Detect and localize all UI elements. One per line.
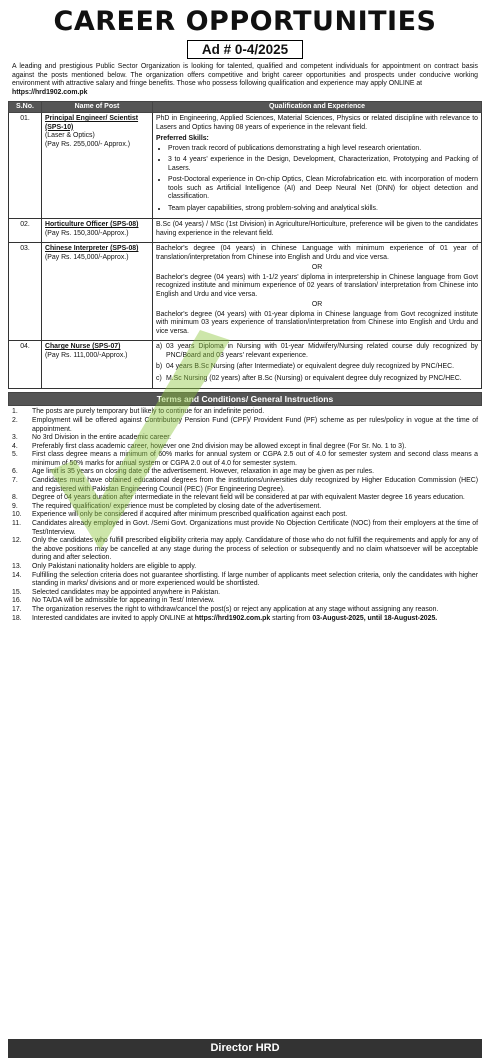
qualification-text: B.Sc (04 years) / MSc (1st Division) in Agriculture/Horticulture, preference will be given to the candidates having experience in the relevant field. [156,221,478,237]
term-text: Selected candidates may be appointed anywhere in Pakistan. [32,588,221,596]
term-number: 11. [12,520,22,528]
term-text: Preferably first class academic career, however one 2nd division may be allowed except in final degree (For Sr. No. 1 to 3). [32,442,407,450]
list-item: • Team player capabilities, strong problem-solving and analytical skills. [168,205,478,214]
post-title: Horticulture Officer (SPS-08) [45,221,139,229]
term-text: The required qualification/ experience must be completed by closing date of the advertisement. [32,502,322,510]
terms-list [12,408,478,623]
term-number: 7. [12,477,18,485]
term-number: 15. [12,588,22,596]
row-sno: 04. [9,341,42,389]
post-title: Charge Nurse (SPS-07) [45,343,121,351]
skills-list [156,145,478,214]
list-item [12,443,478,452]
skills-heading: Preferred Skills: [156,135,209,143]
term-number: 4. [12,442,18,450]
list-item [12,408,478,417]
row-post [42,219,153,243]
term-number: 5. [12,451,18,459]
term-text: Candidates already employed in Govt. /Semi Govt. Organizations must provide No Objection Certificate (NOC) from their employers at the time of Test/Interview. [32,520,478,536]
term-text: Only the candidates who fulfill prescribed eligibility criteria may apply. Candidature of those who do not fulfill the requirements and apply for any of the above positions may be cancelled at any stage during the process of selection or subsequently and no claim whatsoever will be acceptable during and after selection. [32,537,478,562]
list-item [12,572,478,589]
post-title: Principal Engineer/ Scientist (SPS-10) [45,115,139,131]
term-number: 10. [12,511,22,519]
apply-dates: 03-August-2025, until 18-August-2025. [312,614,438,622]
table-row [9,219,482,243]
list-item: • Post-Doctoral experience in On-chip Optics, Clean Microfabrication etc. with incorporation of modern tools such as Artificial Intelligence (AI) and Deep Neural Net (DNN) for object detection and classification. [168,176,478,202]
term-text: Experience will only be considered if acquired after minimum prescribed qualification against each post. [32,511,348,519]
list-item: • Proven track record of publications demonstrating a high level research orientation. [168,145,478,154]
intro-paragraph [12,63,478,98]
list-item: • 3 to 4 years' experience in the Design, Development, Characterization, Prototyping and Packing of Lasers. [168,156,478,173]
post-pay: (Pay Rs. 145,000/-Approx.) [45,253,129,261]
row-post [42,243,153,341]
list-item [12,563,478,572]
list-item [12,434,478,443]
list-item [12,494,478,503]
option-label: c) [156,374,162,382]
term-text: First class degree means a minimum of 60% marks for annual system or CGPA 2.5 out of 4.0 for semester system and second class means a minimum of 50% marks for annual system or CGPA 2.0 out of 4.0 for semester system. [32,451,478,467]
term-number: 18. [12,614,22,622]
option-text: 03 years Diploma in Nursing with 01-year Midwifery/Nursing related course duly recognized by PNC/Board and 03 years' relevant experience. [166,343,478,359]
term-text: Fulfilling the selection criteria does not guarantee shortlisting. If large number of applicants meet selection criteria, only the candidates with higher standing in marks/ divisions and or more experienced would be shortlisted. [32,571,478,588]
term-number: 6. [12,468,18,476]
page-title: CAREER OPPORTUNITIES [53,6,437,37]
row-post [42,341,153,389]
term-number: 14. [12,571,22,579]
list-item [12,589,478,598]
table-header-row [9,101,482,113]
qualification-text: PhD in Engineering, Applied Sciences, Material Sciences, Physics or related discipline with relevance to Lasers and Optics having 08 years of experience in the relevant field. [156,115,478,131]
term-number: 13. [12,563,22,570]
term-number: 2. [12,416,18,424]
list-item [12,520,478,537]
term-number: 9. [12,502,18,510]
list-item [12,477,478,494]
intro-text: A leading and prestigious Public Sector Organization is looking for talented, qualified and competent individuals for appointment on contract basis against the posts mentioned below. The organization offers competitive and bright career opportunities and prospects under conducive working environment with attractive salary and fringe benefits. Those who possess following qualification and experience may apply ONLINE at [12,63,478,88]
terms-heading: Terms and Conditions/ General Instructions [8,392,482,406]
term-text: The organization reserves the right to withdraw/cancel the post(s) or reject any application at any stage without assigning any reason. [32,605,439,613]
term-text: Employment will be offered against Contributory Pension Fund (CPF)/ Provident Fund (PF) scheme as per rules/policy in vogue at the time of appointment. [32,416,478,433]
term-number: 1. [12,408,18,416]
post-subtitle: (Laser & Optics) [45,132,95,140]
posts-table [8,101,482,390]
or-separator: OR [311,264,323,272]
post-pay: (Pay Rs. 255,000/- Approx.) [45,140,131,148]
list-item [12,597,478,606]
option-label: b) [156,363,163,371]
row-qualification [153,219,482,243]
list-item [12,503,478,512]
term-text: Only Pakistani nationality holders are eligible to apply. [32,563,197,570]
apply-url-link[interactable]: https://hrd1902.com.pk [12,89,88,97]
list-item [12,511,478,520]
term-text: Candidates must have obtained educational degrees from the institutions/universities duly recognized by Higher Education Commission (HEC) and registered with Pakistan Engineering Council (PEC) (For Engineering Degree). [32,477,478,493]
term-text: The posts are purely temporary but likely to continue for an indefinite period. [32,408,265,416]
qualification-option [156,363,478,372]
or-separator: OR [311,301,323,309]
ad-number-badge: Ad # 0-4/2025 [187,40,303,59]
list-item [12,417,478,434]
term-number: 16. [12,597,22,605]
post-pay: (Pay Rs. 150,300/-Approx.) [45,229,129,237]
row-qualification [153,113,482,219]
qualification-option [156,375,478,384]
row-qualification [153,243,482,341]
post-title: Chinese Interpreter (SPS-08) [45,245,139,253]
table-row [9,341,482,389]
row-sno: 03. [9,243,42,341]
term-text-part: starting from [272,614,311,622]
term-text: No TA/DA will be admissible for appearing in Test/ Interview. [32,597,215,605]
term-number: 17. [12,605,22,613]
list-item [12,615,478,624]
qualification-option: Bachelor's degree (04 years) in Chinese Language with minimum experience of 01 year of translation/interpretation from Chinese into English and Urdu and vice versa. [156,245,478,261]
list-item [12,468,478,477]
term-text: Age limit is 35 years on closing date of the advertisement. However, relaxation in age may be given as per rules. [32,468,375,476]
term-number: 8. [12,494,18,502]
table-row [9,243,482,341]
option-text: M.Sc Nursing (02 years) after B.Sc (Nursing) or equivalent degree duly recognized by PNC/HEC. [166,374,462,382]
term-text [32,615,478,624]
list-item [12,537,478,563]
term-text-part: Interested candidates are invited to apply ONLINE at [32,614,193,622]
qualification-option [156,343,478,360]
header-post: Name of Post [42,101,153,113]
term-number: 3. [12,434,18,442]
list-item [12,606,478,615]
term-text: No 3rd Division in the entire academic career. [32,434,172,442]
row-qualification [153,341,482,389]
qualification-option: Bachelor's degree (04 years) with 01-year diploma in Chinese language from Govt recognized institute with minimum 03 years experience of translation/interpretation from Chinese into English and Urdu and vice versa. [156,310,478,335]
list-item [12,451,478,468]
option-text: 04 years B.Sc Nursing (after Intermediate) or equivalent degree duly recognized by PNC/HEC. [166,363,455,371]
qualification-option: Bachelor's degree (04 years) with 1-1/2 years' diploma in interpretership in Chinese language from Govt recognized institute and minimum experience of 02 years of translation/ interpretation from Chinese into English and Urdu and vice versa. [156,273,478,298]
header-qualification: Qualification and Experience [153,101,482,113]
option-label: a) [156,343,163,351]
row-sno: 01. [9,113,42,219]
header-sno: S.No. [9,101,42,113]
term-text: Degree of 04 years duration after intermediate in the relevant field will be considered at par with equivalent Master degree 16 years education. [32,494,465,502]
row-sno: 02. [9,219,42,243]
row-post [42,113,153,219]
term-number: 12. [12,537,22,545]
table-row [9,113,482,219]
post-pay: (Pay Rs. 111,000/-Approx.) [45,351,128,359]
apply-url-link[interactable]: https://hrd1902.com.pk [194,614,271,622]
footer-signature: Director HRD [8,1039,482,1058]
